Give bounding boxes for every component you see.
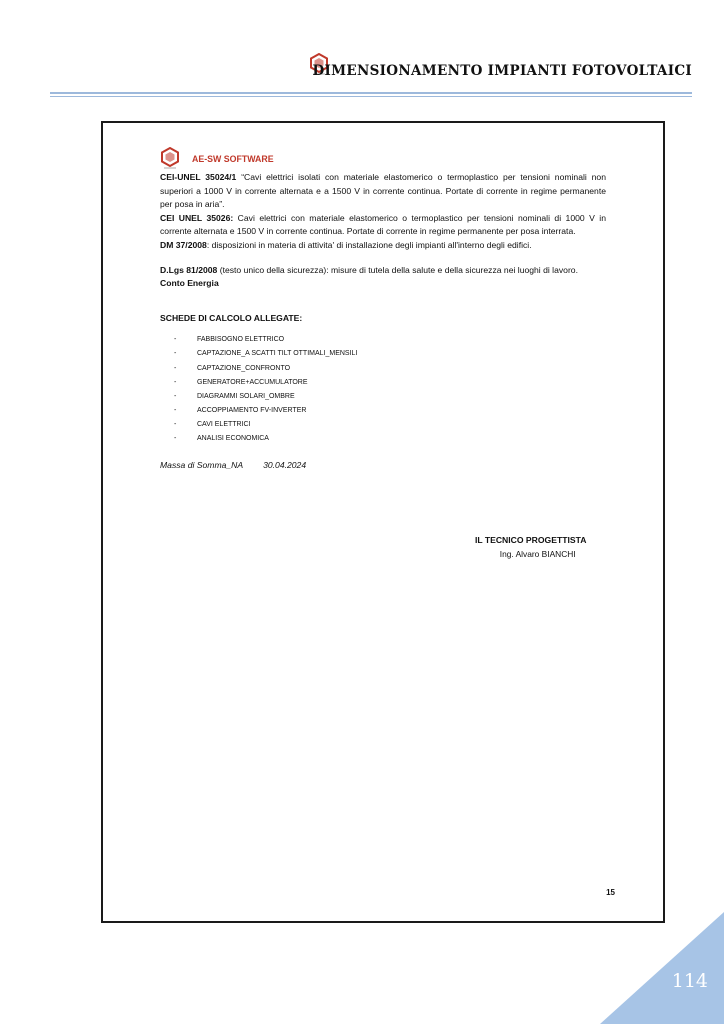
bullet-dash: - xyxy=(174,378,177,386)
bullet-dash: - xyxy=(174,406,177,414)
list-item xyxy=(174,362,606,376)
ae-sw-logo-icon xyxy=(160,147,180,169)
list-item xyxy=(174,418,606,432)
norm-code: D.Lgs 81/2008 xyxy=(160,264,218,275)
header-rule-top xyxy=(50,92,692,94)
norm-paragraph xyxy=(160,264,606,278)
list-item xyxy=(174,347,606,361)
norm-text: Cavi elettrici con materiale elastomerico o termoplastico per tensioni nominali di 1000 V in corrente alternata e 1500 V in corrente continua. Portate di corrente in regime permanente per posa interrata. xyxy=(160,212,606,237)
bullet-dash: - xyxy=(174,420,177,428)
norm-paragraph xyxy=(160,212,606,239)
norm-code: DM 37/2008 xyxy=(160,239,207,250)
norm-text: (testo unico della sicurezza): misure di tutela della salute e della sicurezza nei luoghi di lavoro. xyxy=(217,264,578,275)
bullet-dash: - xyxy=(174,392,177,400)
norm-code: CEI-UNEL 35024/1 xyxy=(160,172,237,182)
embedded-page-content xyxy=(160,145,606,559)
date: 30.04.2024 xyxy=(263,460,307,471)
list-item-label: GENERATORE+ACCUMULATORE xyxy=(197,378,308,386)
list-item-label: ACCOPPIAMENTO FV-INVERTER xyxy=(197,406,307,414)
norm-paragraph xyxy=(160,239,606,253)
list-item-label: ANALISI ECONOMICA xyxy=(197,435,269,442)
place-date-line xyxy=(160,459,606,473)
page-number: 114 xyxy=(671,970,708,992)
schede-title: SCHEDE DI CALCOLO ALLEGATE: xyxy=(160,312,303,323)
norm-text: “Cavi elettrici isolati con materiale elastomerico o termoplastico per tensioni nominali non superiori a 1000 V in corrente alternata e a 1500 V in corrente continua. Portate di corrente in regime permanente per posa in aria”. xyxy=(160,172,606,210)
list-item xyxy=(174,432,606,446)
list-item-label: CAVI ELETTRICI xyxy=(197,420,251,428)
schede-list xyxy=(160,333,606,446)
signature-role: IL TECNICO PROGETTISTA xyxy=(475,535,587,545)
place: Massa di Somma_NA xyxy=(160,460,244,471)
norm-paragraph xyxy=(160,171,606,212)
list-item-label: CAPTAZIONE_CONFRONTO xyxy=(197,364,291,372)
list-item xyxy=(174,376,606,390)
header-rule-bottom xyxy=(50,96,692,97)
list-item xyxy=(174,333,606,347)
brand-name: AE-SW SOFTWARE xyxy=(192,154,274,165)
conto-energia: Conto Energia xyxy=(160,278,219,289)
signature-block xyxy=(475,534,586,561)
bullet-dash: - xyxy=(174,336,177,344)
signature-name: Ing. Alvaro BIANCHI xyxy=(499,548,576,559)
list-item-label: CAPTAZIONE_A SCATTI TILT OTTIMALI_MENSILI xyxy=(197,350,358,358)
list-item xyxy=(174,404,606,418)
embedded-page-frame xyxy=(101,121,665,923)
norm-text: : disposizioni in materia di attivita' di installazione degli impianti all'interno degli edifici. xyxy=(206,239,532,250)
header-title: DIMENSIONAMENTO IMPIANTI FOTOVOLTAICI xyxy=(312,63,692,79)
bullet-dash: - xyxy=(174,435,177,442)
bullet-dash: - xyxy=(174,364,177,372)
brand-block xyxy=(160,145,606,169)
bullet-dash: - xyxy=(174,350,177,358)
list-item xyxy=(174,390,606,404)
list-item-label: FABBISOGNO ELETTRICO xyxy=(197,336,285,344)
corner-decoration xyxy=(600,912,724,1024)
inner-page-number: 15 xyxy=(606,888,615,897)
list-item-label: DIAGRAMMI SOLARI_OMBRE xyxy=(197,392,295,400)
norm-code: CEI UNEL 35026: xyxy=(160,212,234,223)
